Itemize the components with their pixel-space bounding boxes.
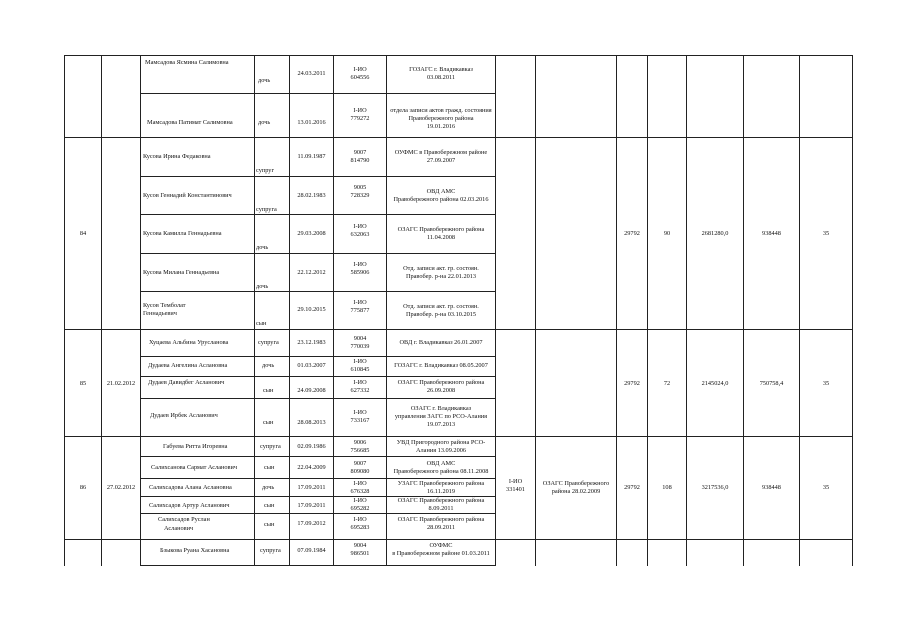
member-relation: дочь: [262, 362, 275, 369]
member-birthdate: 02.09.1986: [297, 443, 326, 450]
doc-number: 604556: [350, 74, 370, 81]
doc-number: 676328: [350, 488, 370, 495]
member-relation: супруг: [256, 167, 275, 174]
member-relation: дочь: [256, 283, 269, 290]
member-patronymic: Асланович: [164, 525, 194, 532]
doc-issuer: ОВД АМС: [426, 188, 456, 195]
persons-value: 90: [663, 230, 671, 237]
doc-series: I-ИО: [353, 358, 367, 365]
area-value: 29792: [624, 484, 640, 491]
doc-issuer: УВД Пригородного района РСО-: [396, 439, 486, 446]
doc-number: 770039: [350, 343, 370, 350]
record-date: 27.02.2012: [106, 484, 136, 491]
doc-issue-date: 8.09.2011: [428, 505, 454, 512]
member-name: Салихсадов Руслан: [158, 516, 210, 523]
doc-issuer: ГОЗАГС г. Владикавказ 08.05.2007: [394, 362, 488, 369]
doc-series: I-ИО: [353, 261, 367, 268]
record-number: 86: [79, 484, 87, 491]
member-name: Кусов Геннадий Константинович: [143, 192, 232, 199]
birth-cert-series: I-ИО: [508, 478, 523, 485]
doc-series: I-ИО: [353, 379, 367, 386]
area-value: 29792: [624, 380, 640, 387]
member-birthdate: 22.04.2009: [297, 464, 326, 471]
doc-issuer-dept: управления ЗАГС по РСО-Алания: [394, 413, 488, 420]
doc-issue-date: 27.09.2007: [426, 157, 456, 164]
member-name: Дудаева Ангелина Аслановна: [148, 362, 228, 369]
doc-issuer: ОЗАГС Правобережного района: [397, 497, 485, 504]
record-number: 85: [79, 380, 87, 387]
doc-series: I-ИО: [353, 107, 367, 114]
doc-issuer: Отд. записи акт. гр. состоян.: [403, 303, 479, 310]
doc-series: 9004: [353, 335, 367, 342]
record-number: 84: [79, 230, 87, 237]
doc-number: 814790: [350, 157, 370, 164]
member-name: Салихсадова Алана Аслановна: [149, 484, 232, 491]
doc-number: 627332: [350, 387, 370, 394]
doc-issue-date: 11.04.2008: [426, 234, 456, 241]
member-name: Салихсадов Артур Асланович: [149, 502, 230, 509]
doc-issue-date: Правобережного района 02.03.2016: [393, 196, 489, 203]
member-name: Мамсадова Ясмина Салимовна: [145, 59, 229, 66]
area-value: 29792: [624, 230, 640, 237]
doc-number: 610845: [350, 366, 370, 373]
doc-issuer: ОЗАГС Правобережного района: [397, 226, 485, 233]
member-birthdate: 01.03.2007: [297, 362, 326, 369]
sum-share: 938448: [762, 484, 781, 491]
doc-number: 779272: [350, 115, 370, 122]
member-relation: супруга: [260, 443, 281, 450]
doc-issue-date: 19.01.2016: [426, 123, 456, 130]
member-name: Дудаев Давидбег Асланович: [148, 379, 225, 386]
doc-issue-date: 28.09.2011: [426, 524, 456, 531]
doc-issuer: ОВД АМС: [426, 460, 456, 467]
member-birthdate: 17.09.2012: [297, 520, 326, 527]
doc-series: I-ИО: [353, 497, 367, 504]
birth-cert-number: 331401: [506, 486, 525, 493]
member-relation: супруга: [258, 339, 279, 346]
doc-issuer: ОЗАГС Правобережного района: [397, 516, 485, 523]
doc-issue-date: Правобережного района 08.11.2008: [393, 468, 489, 475]
doc-number: 986501: [350, 550, 370, 557]
doc-number: 632063: [350, 231, 370, 238]
member-relation: сын: [264, 464, 275, 471]
doc-series: I-ИО: [353, 480, 367, 487]
doc-issuer: ОЗАГС г. Владикавказ: [410, 405, 472, 412]
member-relation: супруга: [256, 206, 277, 213]
doc-series: 9004: [353, 542, 367, 549]
member-relation: сын: [264, 521, 275, 528]
member-birthdate: 07.09.1984: [297, 547, 326, 554]
doc-issuer: ОВД г. Владикавказ 26.01.2007: [399, 339, 483, 346]
doc-series: 9006: [353, 439, 367, 446]
doc-series: I-ИО: [353, 223, 367, 230]
sum-share: 938448: [762, 230, 781, 237]
member-relation: дочь: [262, 484, 275, 491]
doc-issuer: отдела записи актов гражд. состояния: [390, 107, 492, 114]
member-birthdate: 29.10.2015: [297, 306, 326, 313]
doc-number: 775877: [350, 307, 370, 314]
persons-value: 72: [663, 380, 671, 387]
doc-issuer: ОЗАГС Правобережного района: [397, 379, 485, 386]
doc-series: I-ИО: [353, 299, 367, 306]
doc-issue-date: 03.08.2011: [426, 74, 456, 81]
doc-number: 733167: [350, 417, 370, 424]
zags-issuer: ОЗАГС Правобережного: [542, 480, 610, 487]
doc-issue-date: 26.09.2008: [426, 387, 456, 394]
doc-issue-date: 16.11.2019: [426, 488, 456, 495]
record-date: 21.02.2012: [106, 380, 136, 387]
persons-value: 108: [662, 484, 672, 491]
sum-total: 2145024,0: [701, 380, 729, 387]
percent-value: 35: [822, 230, 830, 237]
member-name: Кусов Темболат: [143, 302, 186, 309]
member-name: Салихсанова Сармат Асланович: [151, 464, 238, 471]
member-relation: сын: [263, 419, 274, 426]
doc-series: I-ИО: [353, 409, 367, 416]
percent-value: 35: [822, 484, 830, 491]
member-birthdate: 17.09.2011: [297, 502, 326, 509]
member-patronymic: Геннадьевич: [143, 310, 177, 317]
doc-number: 695282: [350, 505, 370, 512]
member-name: Бзыкова Руана Хасановна: [160, 547, 230, 554]
sum-share: 750758,4: [759, 380, 784, 387]
doc-number: 756685: [350, 447, 370, 454]
member-relation: дочь: [258, 119, 271, 126]
doc-issue-date: Алания 13.09.2006: [415, 447, 467, 454]
member-name: Дудаев Ирбек Асланович: [150, 412, 218, 419]
member-relation: сын: [263, 387, 274, 394]
member-relation: дочь: [256, 244, 269, 251]
doc-series: 9005: [353, 184, 367, 191]
doc-series: 9007: [353, 149, 367, 156]
member-relation: дочь: [258, 77, 271, 84]
doc-issuer-district: Правобережного района: [408, 115, 474, 122]
doc-issuer: ОУФМС в Правобережном районе: [394, 149, 488, 156]
sum-total: 2681280,0: [701, 230, 729, 237]
member-birthdate: 29.03.2008: [297, 230, 326, 237]
doc-issuer: УЗАГС Правобережного района: [397, 480, 485, 487]
member-birthdate: 23.12.1983: [297, 339, 326, 346]
doc-issue-date: 19.07.2013: [426, 421, 456, 428]
percent-value: 35: [822, 380, 830, 387]
doc-issuer: ГОЗАГС г. Владикавказ: [409, 66, 473, 73]
member-birthdate: 28.08.2013: [297, 419, 326, 426]
member-birthdate: 22.12.2012: [297, 269, 326, 276]
sum-total: 3217536,0: [701, 484, 729, 491]
member-birthdate: 11.09.1987: [297, 153, 326, 160]
doc-series: I-ИО: [353, 516, 367, 523]
member-birthdate: 17.09.2011: [297, 484, 326, 491]
member-name: Кусова Милана Геннадьевна: [143, 269, 220, 276]
doc-series: I-ИО: [353, 66, 367, 73]
doc-issue-date: Правобер. р-на 22.01.2013: [405, 273, 477, 280]
member-birthdate: 24.03.2011: [297, 70, 326, 77]
doc-number: 728329: [350, 192, 370, 199]
member-name: Кусова Ирина Федаковна: [143, 153, 211, 160]
member-relation: сын: [264, 502, 275, 509]
member-birthdate: 24.09.2008: [297, 387, 326, 394]
doc-number: 809080: [350, 468, 370, 475]
member-name: Мамсадова Патимат Салимовна: [147, 119, 233, 126]
doc-issuer: ОУФМС: [429, 542, 453, 549]
member-relation: сын: [256, 320, 267, 327]
doc-series: 9007: [353, 460, 367, 467]
member-relation: супруга: [260, 547, 281, 554]
doc-issue-date: Правобер. р-на 03.10.2015: [405, 311, 477, 318]
member-birthdate: 13.01.2016: [297, 119, 326, 126]
member-name: Габуева Ритта Игоревна: [163, 443, 228, 450]
doc-issue-date: в Правобережном районе 01.03.2011: [392, 550, 490, 557]
member-birthdate: 28.02.1983: [297, 192, 326, 199]
member-name: Кусова Камилла Геннадьевна: [143, 230, 222, 237]
doc-number: 585906: [350, 269, 370, 276]
doc-issuer: Отд. записи акт. гр. состоян.: [403, 265, 479, 272]
doc-number: 695283: [350, 524, 370, 531]
zags-issue-date: района 28.02.2009: [551, 488, 601, 495]
member-name: Хуцаева Альбина Урусланова: [149, 339, 229, 346]
